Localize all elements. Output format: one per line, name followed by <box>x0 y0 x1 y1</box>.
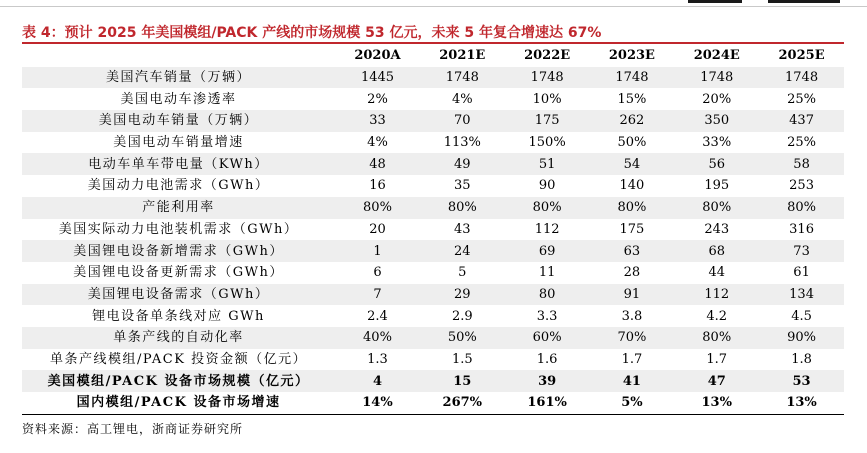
table-cell: 113% <box>443 135 481 151</box>
table-cell: 70% <box>590 327 675 349</box>
table-row <box>22 197 844 219</box>
table-cell: 2% <box>367 91 388 107</box>
table-cell: 24 <box>420 240 505 262</box>
row-label: 国内模组/PACK 设备市场增速 <box>22 392 335 414</box>
row-label: 美国锂电设备更新需求（GWh） <box>73 265 284 281</box>
table-cell: 49 <box>420 153 505 175</box>
table-cell: 80% <box>335 197 420 219</box>
table-cell: 4.5 <box>791 308 812 324</box>
row-label: 美国电动车销量（万辆） <box>22 110 335 132</box>
row-label: 美国模组/PACK 设备市场规模（亿元） <box>22 370 335 392</box>
table-cell: 1748 <box>505 67 590 89</box>
table-cell: 33 <box>335 110 420 132</box>
table-cell: 1.7 <box>706 351 728 367</box>
table-cell: 35 <box>454 178 471 194</box>
table-cell: 80% <box>759 197 844 219</box>
column-header: 2023E <box>608 48 655 64</box>
table-cell: 25% <box>787 135 817 151</box>
table-cell: 243 <box>704 221 730 237</box>
table-cell: 4% <box>367 135 388 151</box>
row-label: 美国动力电池需求（GWh） <box>87 178 270 194</box>
table-cell: 60% <box>505 327 590 349</box>
column-header: 2025E <box>778 48 825 64</box>
table-cell: 15% <box>617 91 647 107</box>
table-cell: 4.2 <box>706 308 728 324</box>
title-underline <box>22 42 844 44</box>
table-cell: 6 <box>373 265 382 281</box>
table-cell: 175 <box>619 221 645 237</box>
table-cell: 1.7 <box>621 351 643 367</box>
table-row <box>22 132 844 154</box>
table-cell: 150% <box>528 135 566 151</box>
table-cell: 70 <box>420 110 505 132</box>
table-cell: 80% <box>590 197 675 219</box>
table-cell: 13% <box>759 392 844 414</box>
source-note: 资料来源：高工锂电，浙商证券研究所 <box>22 422 244 436</box>
table-body <box>22 67 844 415</box>
table-cell: 47 <box>674 370 759 392</box>
table-row <box>22 153 844 175</box>
row-label: 美国电动车渗透率 <box>120 91 237 107</box>
table-cell: 80% <box>420 197 505 219</box>
table-cell: 1445 <box>335 67 420 89</box>
row-label: 电动车单车带电量（KWh） <box>22 153 335 175</box>
table-cell: 267% <box>420 392 505 414</box>
table-cell: 10% <box>532 91 562 107</box>
table-row <box>22 262 844 284</box>
row-label: 美国汽车销量（万辆） <box>22 67 335 89</box>
table-cell: 39 <box>505 370 590 392</box>
data-table <box>22 45 844 415</box>
table-cell: 54 <box>590 153 675 175</box>
table-cell: 73 <box>759 240 844 262</box>
table-cell: 41 <box>590 370 675 392</box>
table-cell: 161% <box>505 392 590 414</box>
table-cell: 56 <box>674 153 759 175</box>
table-cell: 50% <box>617 135 647 151</box>
column-header: 2021E <box>439 48 486 64</box>
table-row <box>22 110 844 132</box>
column-header: 2020A <box>354 48 401 64</box>
table-cell: 195 <box>704 178 730 194</box>
table-cell: 1.6 <box>536 351 558 367</box>
table-cell: 4 <box>335 370 420 392</box>
table-cell: 1.3 <box>367 351 388 367</box>
table-cell: 11 <box>538 265 556 281</box>
table-cell: 134 <box>759 284 844 306</box>
table-cell: 63 <box>590 240 675 262</box>
table-cell: 316 <box>789 221 814 237</box>
table-row <box>22 392 844 414</box>
table-cell: 3.3 <box>536 308 558 324</box>
table-cell: 58 <box>759 153 844 175</box>
table-cell: 5% <box>590 392 675 414</box>
row-label: 美国锂电设备新增需求（GWh） <box>22 240 335 262</box>
table-cell: 90% <box>759 327 844 349</box>
column-header: 2024E <box>693 48 740 64</box>
table-cell: 1748 <box>420 67 505 89</box>
table-cell: 262 <box>590 110 675 132</box>
table-cell: 80 <box>505 284 590 306</box>
row-label: 美国锂电设备需求（GWh） <box>22 284 335 306</box>
table-row <box>22 327 844 349</box>
table-cell: 140 <box>619 178 645 194</box>
table-cell: 350 <box>674 110 759 132</box>
table-cell: 4% <box>451 91 473 107</box>
table-cell: 253 <box>789 178 814 194</box>
table-cell: 1748 <box>759 67 844 89</box>
table-cell: 15 <box>420 370 505 392</box>
table-cell: 61 <box>793 265 810 281</box>
table-row <box>22 219 844 241</box>
table-row <box>22 67 844 89</box>
table-title: 表 4：预计 2025 年美国模组/PACK 产线的市场规模 53 亿元，未来 5 年复合增速达 67% <box>22 25 602 41</box>
row-label: 美国电动车销量增速 <box>113 135 244 151</box>
table-cell: 1748 <box>674 67 759 89</box>
table-cell: 51 <box>505 153 590 175</box>
table-row <box>22 349 844 371</box>
table-cell: 91 <box>590 284 675 306</box>
table-cell: 68 <box>674 240 759 262</box>
page-header-strip <box>0 0 867 8</box>
table-cell: 1.8 <box>791 351 812 367</box>
table-row <box>22 240 844 262</box>
table-cell: 28 <box>623 265 641 281</box>
table-cell: 112 <box>534 221 560 237</box>
table-row <box>22 88 844 110</box>
table-cell: 40% <box>335 327 420 349</box>
table-cell: 80% <box>505 197 590 219</box>
table-cell: 48 <box>335 153 420 175</box>
table-cell: 437 <box>759 110 844 132</box>
table-row <box>22 175 844 197</box>
header-rule <box>0 6 867 7</box>
table-cell: 7 <box>335 284 420 306</box>
table-cell: 13% <box>674 392 759 414</box>
column-header <box>22 45 335 67</box>
table-row <box>22 305 844 327</box>
row-label: 单条产线模组/PACK 投资金额（亿元） <box>49 351 308 367</box>
table-cell: 3.8 <box>621 308 643 324</box>
table-cell: 16 <box>369 178 386 194</box>
table-cell: 1 <box>335 240 420 262</box>
table-cell: 20 <box>369 221 386 237</box>
table-cell: 69 <box>505 240 590 262</box>
row-label: 锂电设备单条线对应 GWh <box>92 308 265 324</box>
table-row <box>22 370 844 392</box>
table-cell: 53 <box>759 370 844 392</box>
header-row <box>22 45 844 67</box>
table-row <box>22 284 844 306</box>
table-cell: 33% <box>702 135 732 151</box>
table-cell: 90 <box>538 178 556 194</box>
table-cell: 80% <box>674 197 759 219</box>
column-header: 2022E <box>524 48 571 64</box>
table-cell: 29 <box>420 284 505 306</box>
table-cell: 20% <box>702 91 732 107</box>
table-cell: 2.9 <box>451 308 473 324</box>
table-cell: 1.5 <box>451 351 473 367</box>
table-cell: 80% <box>674 327 759 349</box>
table-cell: 44 <box>708 265 725 281</box>
table-cell: 2.4 <box>367 308 388 324</box>
table-cell: 5 <box>458 265 467 281</box>
table-cell: 50% <box>420 327 505 349</box>
row-label: 美国实际动力电池装机需求（GWh） <box>58 221 299 237</box>
header-text-fragment <box>768 0 840 3</box>
table-cell: 175 <box>505 110 590 132</box>
table-cell: 112 <box>674 284 759 306</box>
table-cell: 1748 <box>590 67 675 89</box>
table-cell: 43 <box>454 221 471 237</box>
table-cell: 14% <box>335 392 420 414</box>
row-label: 单条产线的自动化率 <box>22 327 335 349</box>
header-text-fragment <box>688 0 742 3</box>
table-cell: 25% <box>787 91 817 107</box>
row-label: 产能利用率 <box>22 197 335 219</box>
